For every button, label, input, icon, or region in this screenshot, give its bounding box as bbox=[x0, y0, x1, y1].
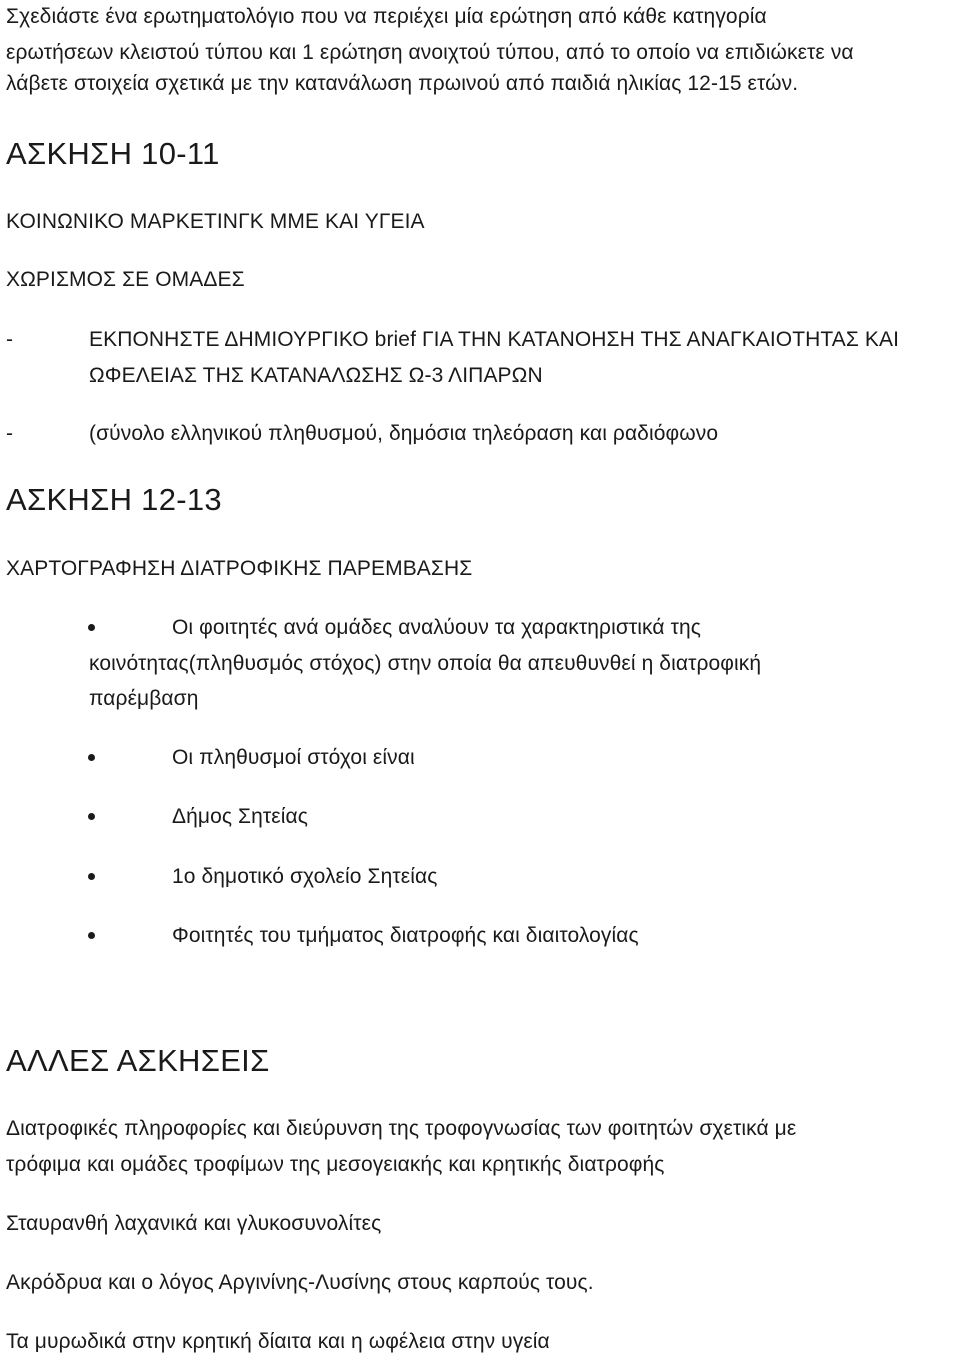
bullet-item-continuation: κοινότητας(πληθυσμός στόχος) στην οποία θα απευθυνθεί η διατροφική bbox=[89, 652, 762, 675]
bullet-item: Δήμος Σητείας bbox=[172, 805, 308, 828]
dash-marker: - bbox=[6, 328, 13, 351]
exercise-12-13-heading: ΑΣΚΗΣΗ 12-13 bbox=[6, 482, 222, 517]
grouping-label: ΧΩΡΙΣΜΟΣ ΣΕ ΟΜΑΔΕΣ bbox=[6, 268, 245, 291]
bullet-icon bbox=[88, 932, 95, 939]
other-exercises-heading: ΑΛΛΕΣ ΑΣΚΗΣΕΙΣ bbox=[6, 1043, 270, 1078]
other-exercise-line: Διατροφικές πληροφορίες και διεύρυνση της τροφογνωσίας των φοιτητών σχετικά με bbox=[6, 1117, 797, 1140]
intro-line: λάβετε στοιχεία σχετικά με την κατανάλωση πρωινού από παιδιά ηλικίας 12-15 ετών. bbox=[6, 72, 799, 95]
bullet-item: Οι φοιτητές ανά ομάδες αναλύουν τα χαρακτηριστικά της bbox=[172, 616, 701, 639]
bullet-icon bbox=[88, 813, 95, 820]
intro-line: Σχεδιάστε ένα ερωτηματολόγιο που να περιέχει μία ερώτηση από κάθε κατηγορία bbox=[6, 5, 767, 28]
bullet-item-continuation: παρέμβαση bbox=[89, 687, 199, 710]
other-exercise-line: Σταυρανθή λαχανικά και γλυκοσυνολίτες bbox=[6, 1212, 382, 1235]
dash-item-continuation: ΩΦΕΛΕΙΑΣ ΤΗΣ ΚΑΤΑΝΑΛΩΣΗΣ Ω-3 ΛΙΠΑΡΩΝ bbox=[89, 364, 543, 387]
dash-marker: - bbox=[6, 422, 13, 445]
bullet-item: Φοιτητές του τμήματος διατροφής και διαιτολογίας bbox=[172, 924, 639, 947]
other-exercise-line: Τα μυρωδικά στην κρητική δίαιτα και η ωφέλεια στην υγεία bbox=[6, 1330, 550, 1353]
intro-line: ερωτήσεων κλειστού τύπου και 1 ερώτηση ανοιχτού τύπου, από το οποίο να επιδιώκετε να bbox=[6, 41, 854, 64]
other-exercise-line: τρόφιμα και ομάδες τροφίμων της μεσογειακής και κρητικής διατροφής bbox=[6, 1153, 665, 1176]
exercise-10-11-heading: ΑΣΚΗΣΗ 10-11 bbox=[6, 136, 220, 171]
exercise-10-11-subtitle: ΚΟΙΝΩΝΙΚΟ ΜΑΡΚΕΤΙΝΓΚ ΜΜΕ ΚΑΙ ΥΓΕΙΑ bbox=[6, 210, 425, 233]
exercise-12-13-subtitle: ΧΑΡΤΟΓΡΑΦΗΣΗ ΔΙΑΤΡΟΦΙΚΗΣ ΠΑΡΕΜΒΑΣΗΣ bbox=[6, 557, 473, 580]
bullet-item: 1ο δημοτικό σχολείο Σητείας bbox=[172, 865, 438, 888]
bullet-item: Οι πληθυσμοί στόχοι είναι bbox=[172, 746, 415, 769]
dash-item: ΕΚΠΟΝΗΣΤΕ ΔΗΜΙΟΥΡΓΙΚΟ brief ΓΙΑ ΤΗΝ ΚΑΤΑΝΟΗΣΗ ΤΗΣ ΑΝΑΓΚΑΙΟΤΗΤΑΣ ΚΑΙ bbox=[89, 328, 900, 351]
other-exercise-line: Ακρόδρυα και ο λόγος Αργινίνης-Λυσίνης στους καρπούς τους. bbox=[6, 1271, 594, 1294]
bullet-icon bbox=[88, 873, 95, 880]
bullet-icon bbox=[88, 754, 95, 761]
bullet-icon bbox=[88, 624, 95, 631]
dash-item: (σύνολο ελληνικού πληθυσμού, δημόσια τηλεόραση και ραδιόφωνο bbox=[89, 422, 719, 445]
